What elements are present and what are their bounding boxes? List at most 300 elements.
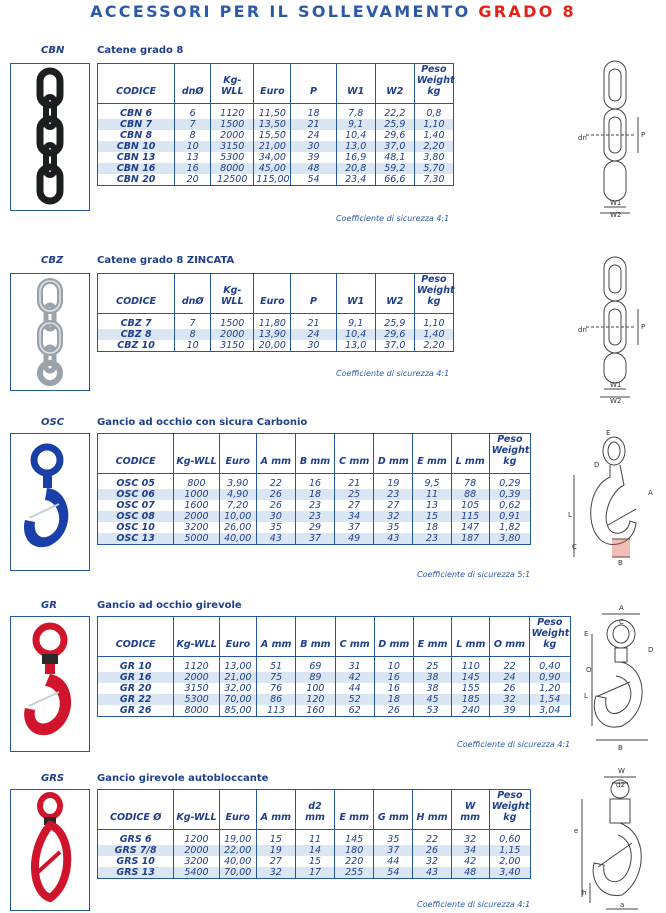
table-cell: 15 — [256, 834, 295, 845]
product-code-cell: CBZ 8 — [98, 329, 175, 340]
column-header: Euro — [219, 617, 256, 657]
table-row — [98, 318, 454, 329]
table-cell: 16 — [295, 478, 334, 489]
safety-note: Coefficiente di sicurezza 4:1 — [457, 740, 571, 749]
column-header: B mm — [295, 434, 334, 474]
table-row — [98, 340, 454, 352]
table-cell: 120 — [296, 694, 335, 705]
product-table — [97, 63, 454, 186]
table-cell: 7,20 — [219, 500, 256, 511]
table-cell: 40,00 — [219, 533, 256, 545]
table-cell: 49 — [335, 533, 374, 545]
product-code-cell: GR 16 — [98, 672, 174, 683]
product-photo — [10, 616, 90, 752]
column-header: Peso Weight kg — [489, 790, 530, 830]
selflocking-hook-diagram — [572, 763, 662, 913]
table-cell: 10,4 — [336, 130, 375, 141]
product-code-cell: GR 22 — [98, 694, 174, 705]
column-header: CODICE Ø — [98, 790, 174, 830]
section-code: GR — [41, 600, 57, 611]
table-cell: 29,6 — [375, 329, 414, 340]
section-code: CBZ — [41, 255, 64, 266]
table-cell: 24 — [490, 672, 529, 683]
table-cell: 37 — [374, 845, 413, 856]
table-cell: 2,00 — [489, 856, 530, 867]
product-code-cell: OSC 07 — [98, 500, 174, 511]
column-header: CODICE — [98, 617, 174, 657]
product-code-cell: CBZ 7 — [98, 318, 175, 329]
dim-label: e — [574, 827, 579, 835]
swivel-hook-diagram — [584, 600, 662, 750]
safety-note: Coefficiente di sicurezza 4:1 — [336, 369, 450, 378]
table-cell: 22 — [256, 478, 295, 489]
dim-label: W1 — [610, 199, 622, 207]
table-cell: 54 — [374, 867, 413, 879]
table-row — [98, 672, 571, 683]
table-cell: 1000 — [174, 489, 219, 500]
table-cell: 1500 — [211, 119, 254, 130]
section-title: Gancio girevole autobloccante — [97, 773, 269, 784]
dim-label: A — [619, 604, 624, 612]
product-code-cell: GRS 13 — [98, 867, 174, 879]
table-cell: 39 — [490, 705, 529, 717]
table-cell: 0,40 — [529, 661, 570, 672]
product-code-cell: OSC 13 — [98, 533, 174, 545]
table-row — [98, 694, 571, 705]
table-cell: 7,30 — [414, 174, 453, 186]
table-cell: 10 — [374, 661, 413, 672]
table-cell: 16 — [374, 672, 413, 683]
red-selflocking-hook-photo-icon — [20, 792, 80, 908]
column-header: A mm — [256, 434, 295, 474]
product-code-cell: CBN 7 — [98, 119, 175, 130]
product-code-cell: CBN 8 — [98, 130, 175, 141]
table-row — [98, 329, 454, 340]
product-code-cell: GRS 10 — [98, 856, 174, 867]
table-cell: 48 — [291, 163, 336, 174]
page-title-main: ACCESSORI PER IL SOLLEVAMENTO — [90, 2, 471, 21]
column-header: Euro — [219, 790, 256, 830]
section-title: Gancio ad occhio girevole — [97, 600, 242, 611]
column-header: C mm — [335, 617, 374, 657]
dim-label: dn — [578, 134, 587, 142]
table-cell: 32 — [451, 834, 489, 845]
table-row — [98, 141, 454, 152]
chain-link-diagram — [578, 57, 650, 217]
table-cell: 25 — [413, 661, 451, 672]
dim-label: C — [572, 543, 577, 551]
section-title: Catene grado 8 ZINCATA — [97, 255, 235, 266]
table-cell: 1,10 — [414, 119, 453, 130]
table-cell: 1,10 — [414, 318, 453, 329]
table-cell: 2,20 — [414, 340, 453, 352]
column-header: Kg-WLL — [211, 274, 254, 314]
section-code: OSC — [41, 417, 65, 428]
table-cell: 1120 — [211, 108, 254, 119]
table-cell: 21,00 — [254, 141, 291, 152]
dim-label: a — [620, 901, 625, 909]
blue-eye-hook-photo-icon — [15, 442, 85, 562]
table-cell: 185 — [452, 694, 490, 705]
table-cell: 52 — [335, 694, 374, 705]
dim-label: P — [641, 131, 646, 139]
table-cell: 0,8 — [414, 108, 453, 119]
table-cell: 2000 — [174, 511, 219, 522]
table-cell: 18 — [374, 694, 413, 705]
table-cell: 19 — [256, 845, 295, 856]
table-cell: 22 — [490, 661, 529, 672]
table-row — [98, 533, 531, 545]
table-cell: 37,0 — [375, 141, 414, 152]
table-cell: 3150 — [211, 141, 254, 152]
column-header: L mm — [452, 617, 490, 657]
table-cell: 255 — [335, 867, 374, 879]
table-cell: 20 — [175, 174, 211, 186]
table-cell: 13,00 — [219, 661, 256, 672]
table-row — [98, 511, 531, 522]
table-cell: 16 — [374, 683, 413, 694]
column-header: C mm — [335, 434, 374, 474]
table-cell: 1120 — [174, 661, 219, 672]
column-header: E mm — [335, 790, 374, 830]
column-header: L mm — [451, 434, 489, 474]
table-cell: 4,90 — [219, 489, 256, 500]
table-cell: 0,62 — [489, 500, 530, 511]
column-header: A mm — [256, 790, 295, 830]
product-code-cell: CBN 20 — [98, 174, 175, 186]
column-header: G mm — [374, 790, 413, 830]
column-header: Euro — [254, 64, 291, 104]
table-cell: 25,9 — [375, 119, 414, 130]
table-cell: 2000 — [174, 672, 219, 683]
table-cell: 37 — [335, 522, 374, 533]
table-cell: 3200 — [174, 522, 219, 533]
table-cell: 0,29 — [489, 478, 530, 489]
table-cell: 8000 — [211, 163, 254, 174]
column-header: A mm — [257, 617, 296, 657]
product-code-cell: OSC 10 — [98, 522, 174, 533]
page-title — [0, 2, 666, 21]
table-cell: 105 — [451, 500, 489, 511]
table-cell: 3150 — [174, 683, 219, 694]
table-cell: 0,39 — [489, 489, 530, 500]
table-cell: 5400 — [174, 867, 219, 879]
table-cell: 48,1 — [375, 152, 414, 163]
table-cell: 3150 — [211, 340, 254, 352]
table-cell: 44 — [374, 856, 413, 867]
table-row — [98, 856, 531, 867]
table-cell: 800 — [174, 478, 219, 489]
dim-label: D — [648, 646, 654, 654]
table-cell: 5300 — [174, 694, 219, 705]
column-header: E mm — [413, 434, 451, 474]
table-cell: 115 — [451, 511, 489, 522]
dim-label: W — [618, 767, 625, 775]
table-cell: 14 — [295, 845, 334, 856]
table-cell: 19,00 — [219, 834, 256, 845]
product-code-cell: GR 10 — [98, 661, 174, 672]
table-cell: 35 — [374, 834, 413, 845]
table-cell: 24 — [291, 130, 336, 141]
table-cell: 23 — [374, 489, 413, 500]
table-cell: 26 — [256, 500, 295, 511]
table-cell: 13 — [413, 500, 451, 511]
table-cell: 15,50 — [254, 130, 291, 141]
table-cell: 12500 — [211, 174, 254, 186]
column-header: P — [291, 274, 336, 314]
table-row — [98, 108, 454, 119]
table-cell: 25,9 — [375, 318, 414, 329]
table-cell: 69 — [296, 661, 335, 672]
table-cell: 18 — [413, 522, 451, 533]
table-cell: 13,0 — [336, 141, 375, 152]
table-cell: 180 — [335, 845, 374, 856]
table-row — [98, 119, 454, 130]
dim-label: C — [619, 618, 624, 626]
table-cell: 70,00 — [219, 694, 256, 705]
table-cell: 42 — [451, 856, 489, 867]
table-cell: 19 — [374, 478, 413, 489]
table-cell: 29,6 — [375, 130, 414, 141]
dim-label: O — [586, 666, 592, 674]
table-cell: 0,60 — [489, 834, 530, 845]
table-cell: 145 — [452, 672, 490, 683]
table-cell: 38 — [413, 683, 451, 694]
table-cell: 10 — [175, 141, 211, 152]
table-cell: 1,15 — [489, 845, 530, 856]
column-header: B mm — [296, 617, 335, 657]
table-cell: 42 — [335, 672, 374, 683]
table-cell: 13,50 — [254, 119, 291, 130]
table-row — [98, 845, 531, 856]
column-header: D mm — [374, 434, 413, 474]
dim-label: E — [606, 429, 611, 437]
dim-label: W2 — [610, 397, 622, 405]
column-header: O mm — [490, 617, 529, 657]
column-header: Kg-WLL — [211, 64, 254, 104]
table-cell: 187 — [451, 533, 489, 545]
table-cell: 3,80 — [489, 533, 530, 545]
dim-label: L — [584, 692, 588, 700]
dim-label: dn — [578, 326, 587, 334]
table-cell: 20,8 — [336, 163, 375, 174]
table-cell: 3,04 — [529, 705, 570, 717]
dim-label: L — [568, 511, 572, 519]
table-cell: 2000 — [211, 329, 254, 340]
column-header: W1 — [336, 274, 375, 314]
product-code-cell: CBN 10 — [98, 141, 175, 152]
column-header: Kg-WLL — [174, 617, 219, 657]
table-cell: 32 — [490, 694, 529, 705]
table-cell: 51 — [257, 661, 296, 672]
table-cell: 26 — [490, 683, 529, 694]
table-cell: 8 — [175, 130, 211, 141]
product-code-cell: GRS 7/8 — [98, 845, 174, 856]
product-photo — [10, 433, 90, 571]
table-cell: 27 — [335, 500, 374, 511]
table-cell: 26 — [413, 845, 451, 856]
red-swivel-hook-photo-icon — [15, 622, 85, 746]
table-cell: 13,0 — [336, 340, 375, 352]
table-cell: 16 — [175, 163, 211, 174]
column-header: Kg-WLL — [174, 434, 219, 474]
dim-label: B — [618, 559, 623, 567]
product-code-cell: OSC 05 — [98, 478, 174, 489]
table-cell: 35 — [374, 522, 413, 533]
table-cell: 9,1 — [336, 119, 375, 130]
table-cell: 78 — [451, 478, 489, 489]
table-cell: 0,91 — [489, 511, 530, 522]
table-cell: 0,90 — [529, 672, 570, 683]
product-code-cell: CBN 16 — [98, 163, 175, 174]
dim-label: d2 — [616, 781, 625, 789]
table-cell: 18 — [295, 489, 334, 500]
product-table — [97, 273, 454, 352]
table-cell: 1,40 — [414, 130, 453, 141]
product-photo — [10, 789, 90, 911]
product-code-cell: OSC 08 — [98, 511, 174, 522]
column-header: Kg-WLL — [174, 790, 219, 830]
dim-label: W2 — [610, 211, 622, 217]
column-header: dnØ — [175, 64, 211, 104]
column-header: CODICE — [98, 274, 175, 314]
table-cell: 75 — [257, 672, 296, 683]
table-cell: 26 — [256, 489, 295, 500]
table-row — [98, 500, 531, 511]
table-cell: 29 — [295, 522, 334, 533]
table-cell: 38 — [413, 672, 451, 683]
table-cell: 7 — [175, 318, 211, 329]
table-cell: 13,90 — [254, 329, 291, 340]
dim-label: A — [648, 489, 653, 497]
product-code-cell: CBN 6 — [98, 108, 175, 119]
table-cell: 1,40 — [414, 329, 453, 340]
table-row — [98, 661, 571, 672]
table-row — [98, 522, 531, 533]
table-cell: 43 — [413, 867, 451, 879]
table-cell: 45 — [413, 694, 451, 705]
section-code: CBN — [41, 45, 65, 56]
table-cell: 62 — [335, 705, 374, 717]
table-cell: 70,00 — [219, 867, 256, 879]
table-cell: 5300 — [211, 152, 254, 163]
table-cell: 37 — [295, 533, 334, 545]
table-cell: 16,9 — [336, 152, 375, 163]
table-row — [98, 152, 454, 163]
page-title-accent: GRADO 8 — [478, 2, 576, 21]
table-cell: 10,4 — [336, 329, 375, 340]
table-cell: 53 — [413, 705, 451, 717]
product-code-cell: GR 20 — [98, 683, 174, 694]
table-cell: 88 — [451, 489, 489, 500]
table-cell: 110 — [452, 661, 490, 672]
table-cell: 240 — [452, 705, 490, 717]
table-cell: 32 — [413, 856, 451, 867]
table-cell: 3200 — [174, 856, 219, 867]
table-cell: 15 — [295, 856, 334, 867]
table-cell: 27 — [256, 856, 295, 867]
black-chain-photo-icon — [20, 67, 80, 207]
column-header: Peso Weight kg — [414, 64, 453, 104]
safety-note: Coefficiente di sicurezza 4:1 — [336, 214, 450, 223]
column-header: P — [291, 64, 336, 104]
dim-label: W1 — [610, 381, 622, 389]
product-photo — [10, 273, 90, 391]
table-cell: 147 — [451, 522, 489, 533]
table-cell: 113 — [257, 705, 296, 717]
table-cell: 11 — [295, 834, 334, 845]
table-cell: 11,80 — [254, 318, 291, 329]
column-header: H mm — [413, 790, 451, 830]
table-cell: 9,1 — [336, 318, 375, 329]
table-cell: 30 — [291, 340, 336, 352]
table-cell: 40,00 — [219, 856, 256, 867]
table-cell: 43 — [374, 533, 413, 545]
table-cell: 160 — [296, 705, 335, 717]
dim-label: h — [582, 889, 587, 897]
section-code: GRS — [41, 773, 65, 784]
table-cell: 22,2 — [375, 108, 414, 119]
column-header: dnØ — [175, 274, 211, 314]
table-cell: 44 — [335, 683, 374, 694]
table-cell: 21 — [335, 478, 374, 489]
table-cell: 7,8 — [336, 108, 375, 119]
section-title: Gancio ad occhio con sicura Carbonio — [97, 417, 308, 428]
dim-label: E — [584, 630, 589, 638]
table-row — [98, 163, 454, 174]
table-cell: 11,50 — [254, 108, 291, 119]
table-cell: 2000 — [211, 130, 254, 141]
column-header: W2 — [375, 64, 414, 104]
table-cell: 34,00 — [254, 152, 291, 163]
table-cell: 1,82 — [489, 522, 530, 533]
table-cell: 17 — [295, 867, 334, 879]
table-cell: 1,20 — [529, 683, 570, 694]
table-cell: 7 — [175, 119, 211, 130]
table-cell: 34 — [335, 511, 374, 522]
safety-note: Coefficiente di sicurezza 5:1 — [417, 570, 531, 579]
table-cell: 31 — [335, 661, 374, 672]
safety-note: Coefficiente di sicurezza 4:1 — [417, 900, 531, 909]
column-header: Euro — [254, 274, 291, 314]
table-cell: 30 — [291, 141, 336, 152]
table-cell: 20,00 — [254, 340, 291, 352]
column-header: Peso Weight kg — [529, 617, 570, 657]
table-cell: 23 — [295, 500, 334, 511]
table-cell: 3,40 — [489, 867, 530, 879]
table-cell: 48 — [451, 867, 489, 879]
table-row — [98, 130, 454, 141]
table-cell: 89 — [296, 672, 335, 683]
table-cell: 37,0 — [375, 340, 414, 352]
product-code-cell: CBN 13 — [98, 152, 175, 163]
table-cell: 23 — [413, 533, 451, 545]
table-cell: 5000 — [174, 533, 219, 545]
table-cell: 18 — [291, 108, 336, 119]
product-table — [97, 789, 531, 879]
table-cell: 2,20 — [414, 141, 453, 152]
table-cell: 45,00 — [254, 163, 291, 174]
table-cell: 21 — [291, 318, 336, 329]
column-header: E mm — [413, 617, 451, 657]
dim-label: P — [641, 323, 646, 331]
table-cell: 76 — [257, 683, 296, 694]
table-cell: 26 — [374, 705, 413, 717]
product-code-cell: GR 26 — [98, 705, 174, 717]
table-cell: 8 — [175, 329, 211, 340]
table-cell: 8000 — [174, 705, 219, 717]
table-cell: 39 — [291, 152, 336, 163]
